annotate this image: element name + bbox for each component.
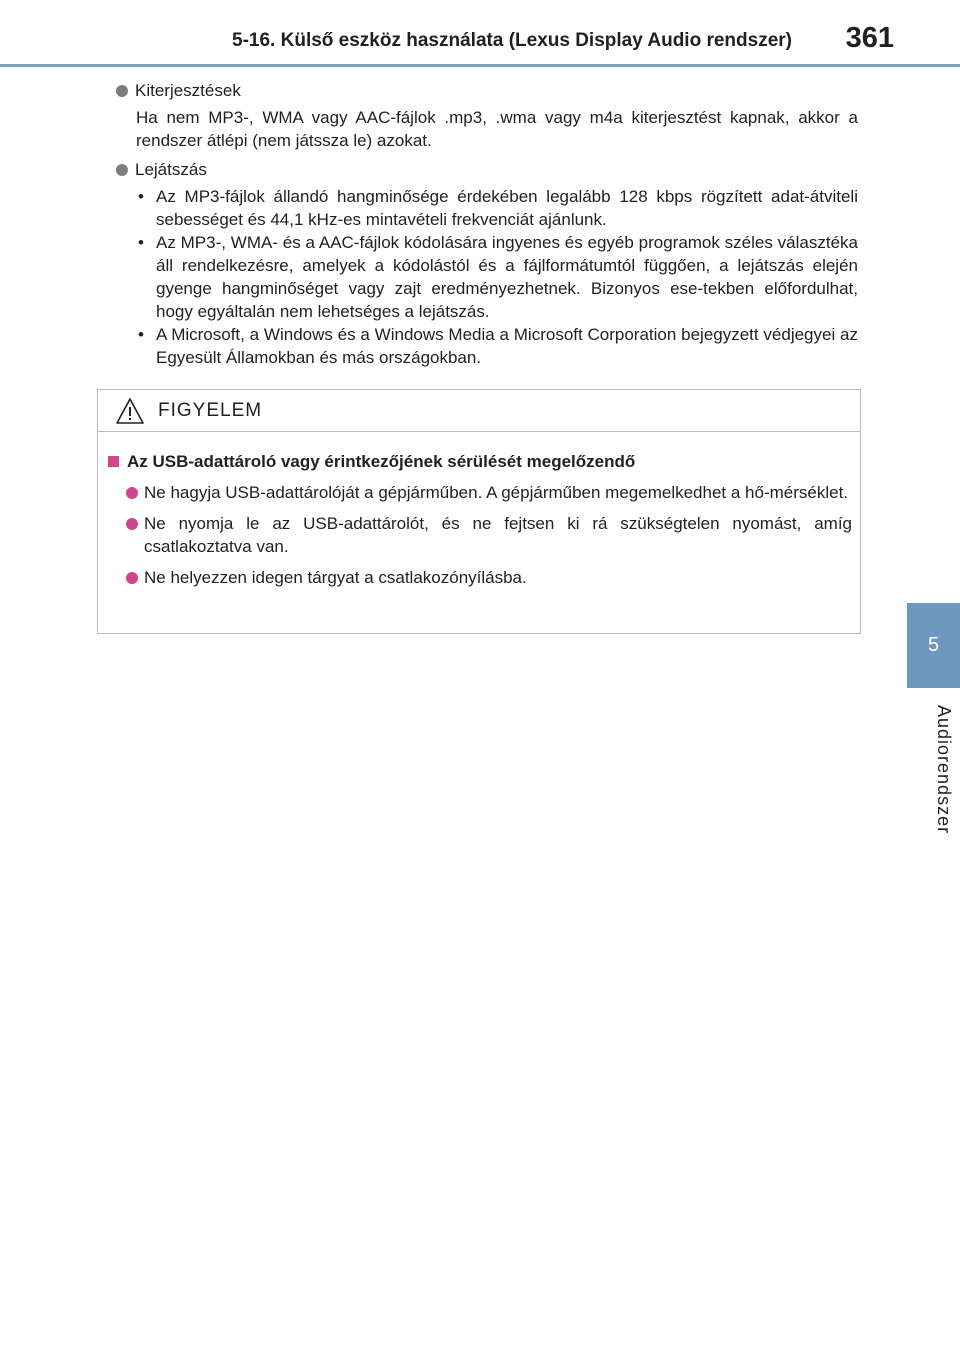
section-heading-playback (116, 158, 858, 181)
chapter-label: Audiorendszer (934, 705, 954, 835)
warning-item-text: Ne helyezzen idegen tárgyat a csatlakozónyílásba. (144, 568, 527, 587)
chapter-number: 5 (927, 634, 940, 656)
warning-body (98, 432, 860, 589)
list-item: • Az MP3-fájlok állandó hangminősége érdekében legalább 128 kbps rögzített adat-átviteli sebességet és 44,1 kHz-es mintavételi frekvenciát ajánlunk. (136, 185, 858, 231)
square-bullet-icon (108, 456, 119, 467)
pink-dot-icon (126, 487, 138, 499)
playback-list (136, 185, 858, 369)
warning-item-text: Ne hagyja USB-adattárolóját a gépjárműben. A gépjárműben megemelkedhet a hő-mérséklet. (144, 483, 849, 502)
header-rule (0, 64, 960, 67)
section-paragraph: Ha nem MP3-, WMA vagy AAC-fájlok .mp3, .wma vagy m4a kiterjesztést kapnak, akkor a rendszer átlépi (nem játssza le) azokat. (136, 108, 858, 150)
warning-item-text: Ne nyomja le az USB-adattárolót, és ne fejtsen ki rá szükségtelen nyomást, amíg csatlakoztatva van. (144, 514, 852, 556)
pink-dot-icon (126, 572, 138, 584)
warning-box (97, 389, 861, 634)
list-item: • A Microsoft, a Windows és a Windows Media a Microsoft Corporation bejegyzett védjegyei az Egyesült Államokban és más országokban. (136, 323, 858, 369)
section-heading-text: Lejátszás (135, 160, 207, 179)
section-heading-text: Kiterjesztések (135, 81, 241, 100)
list-item: • Az MP3-, WMA- és a AAC-fájlok kódolására ingyenes és egyéb programok széles választéka áll rendelkezésre, amelyek a kódolástól és a fájlformátumtól függően, a lejátszás elején gyenge hangminőséget vagy zajt eredményezhetnek. Bizonyos ese-tekben előfordulhat, hogy egyáltalán nem lehetséges a lejátszás. (136, 231, 858, 323)
warning-triangle-icon (116, 398, 144, 424)
section-heading-extensions (116, 79, 858, 102)
warning-section-title: Az USB-adattároló vagy érintkezőjének sérülését megelőzendő (127, 452, 636, 471)
page-header-title: 5-16. Külső eszköz használata (Lexus Display Audio rendszer) (232, 30, 792, 51)
bullet-dot-icon (116, 164, 128, 176)
warning-section-heading (108, 450, 852, 473)
warning-item (108, 481, 852, 504)
bullet-dot-icon (116, 85, 128, 97)
chapter-tab[interactable] (907, 603, 960, 688)
main-content (116, 79, 858, 369)
warning-header (98, 390, 860, 432)
pink-dot-icon (126, 518, 138, 530)
warning-item (108, 566, 852, 589)
warning-item (108, 512, 852, 558)
warning-title: FIGYELEM (158, 399, 263, 421)
page-number: 361 (845, 22, 894, 54)
